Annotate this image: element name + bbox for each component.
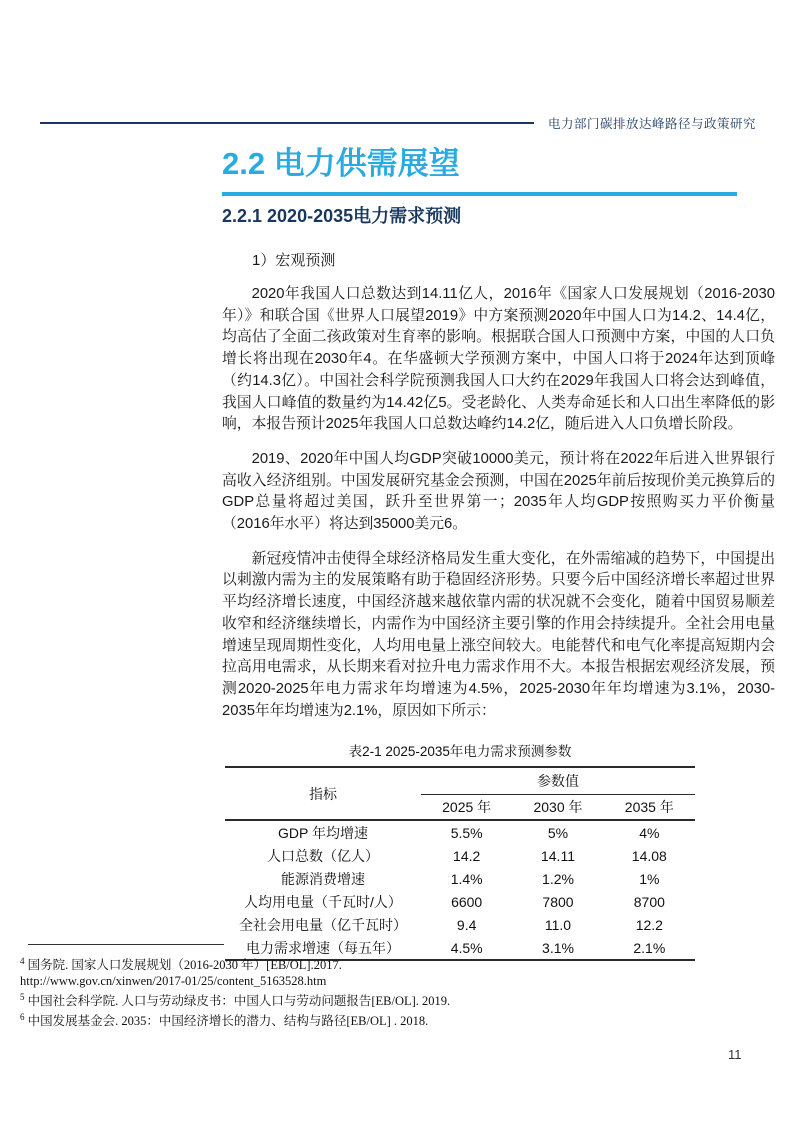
row-label: 人口总数（亿人） xyxy=(267,847,379,864)
table-row xyxy=(225,890,695,913)
list-heading: 1）宏观预测 xyxy=(252,252,336,269)
row-value: 6600 xyxy=(451,893,483,910)
section-subtitle: 2.2.1 2020-2035电力需求预测 xyxy=(222,206,462,226)
footnote-list xyxy=(20,953,620,1029)
row-label: 能源消费增速 xyxy=(281,870,365,887)
row-value: 5% xyxy=(547,824,569,841)
footnote-marker: 5 xyxy=(20,992,25,1003)
row-value: 1.2% xyxy=(542,870,574,887)
indicator-column-header: 指标 xyxy=(225,767,421,820)
row-value: 1% xyxy=(639,870,660,887)
row-value: 7800 xyxy=(542,893,574,910)
running-title: 电力部门碳排放达峰路径与政策研究 xyxy=(547,117,756,131)
footnote-line xyxy=(20,953,620,973)
row-value: 4% xyxy=(639,824,660,841)
footnote-text: 中国发展基金会. 2035：中国经济增长的潜力、结构与路径[EB/OL] . 2018. xyxy=(27,1014,429,1029)
row-value: 8700 xyxy=(633,893,665,910)
parameters-table xyxy=(225,766,695,961)
parameter-group-header: 参数值 xyxy=(421,767,695,795)
year-column-header: 2030 年 xyxy=(512,795,603,821)
row-value: 5.5% xyxy=(450,824,483,841)
paragraph-demand: 新冠疫情冲击使得全球经济格局发生重大变化，在外需缩减的趋势下，中国提出以刺激内需为主的发展策略有助于稳固经济形势。只要今后中国经济增长率超过世界平均经济增长速度，中国经济越来越依靠内需的状况就不会变化，随着中国贸易顺差收窄和经济继续增长，内需作为中国经济主要引擎的作用会持续提升。全社会用电量增速呈现周期性变化，人均用电量上涨空间较大。电能替代和电气化率提高短期内会拉高用电需求，从长期来看对拉升电力需求作用不大。本报告根据宏观经济发展，预测2020-2025年电力需求年均增速为4.5%，2025-2030年年均增速为3.1%，2030-2035年年均增速为2.1%，原因如下所示： xyxy=(222,550,775,719)
table-header-row xyxy=(225,767,695,795)
row-label: 人均用电量（千瓦时/人） xyxy=(244,893,402,910)
footnote-separator xyxy=(28,944,224,945)
section-title: 2.2 电力供需展望 xyxy=(222,145,737,196)
table-caption: 表2-1 2025-2035年电力需求预测参数 xyxy=(348,744,572,760)
row-value: 14.08 xyxy=(631,847,667,864)
footnote-text: http://www.gov.cn/xinwen/2017-01/25/content_5163528.htm xyxy=(20,974,327,989)
footnote-line xyxy=(20,989,620,1009)
footnote-text: 国务院. 国家人口发展规划（2016-2030 年）[EB/OL].2017. xyxy=(27,958,342,973)
year-column-header: 2025 年 xyxy=(421,795,512,821)
footnote-area xyxy=(20,944,620,1029)
demand-forecast-table xyxy=(225,740,695,961)
row-value: 2.1% xyxy=(633,939,666,956)
table-row xyxy=(225,867,695,890)
row-label: 全社会用电量（亿千瓦时） xyxy=(239,916,407,933)
row-value: 12.2 xyxy=(635,916,663,933)
content-column xyxy=(222,145,775,961)
row-value: 1.4% xyxy=(450,870,483,887)
row-value: 3.1% xyxy=(542,939,574,956)
row-value: 14.11 xyxy=(540,847,575,864)
row-label: GDP 年均增速 xyxy=(278,824,368,841)
row-value: 14.2 xyxy=(453,847,481,864)
footnote-text: 中国社会科学院. 人口与劳动绿皮书：中国人口与劳动问题报告[EB/OL]. 2019. xyxy=(27,994,451,1009)
year-column-header: 2035 年 xyxy=(604,795,695,821)
table-row xyxy=(225,913,695,936)
row-label: 电力需求增速（每五年） xyxy=(246,939,400,956)
row-value: 9.4 xyxy=(456,916,477,933)
header-rule xyxy=(40,122,534,124)
table-row xyxy=(225,820,695,844)
footnote-line xyxy=(20,1009,620,1029)
table-row xyxy=(225,844,695,867)
footnote-marker: 6 xyxy=(20,1012,25,1023)
row-value: 4.5% xyxy=(450,939,483,956)
footnote-marker: 4 xyxy=(20,956,25,966)
row-value: 11.0 xyxy=(544,916,572,933)
running-header xyxy=(40,114,756,132)
footnote-line xyxy=(20,973,620,989)
paragraph-population: 2020年我国人口总数达到14.11亿人，2016年《国家人口发展规划（2016-2030年）》和联合国《世界人口展望2019》中方案预测2020年中国人口为14.2、14.4亿，均高估了全面二孩政策对生育率的影响。根据联合国人口预测中方案，中国的人口负增长将出现在2030年4。在华盛顿大学预测方案中，中国人口将于2024年达到顶峰（约14.3亿）。中国社会科学院预测我国人口大约在2029年我国人口将会达到峰值，我国人口峰值的数量约为14.42亿5。受老龄化、人类寿命延长和人口出生率降低的影响，本报告预计2025年我国人口总数达峰约14.2亿，随后进入人口负增长阶段。 xyxy=(222,286,775,433)
page-number: 11 xyxy=(728,1047,742,1062)
paragraph-gdp: 2019、2020年中国人均GDP突破10000美元，预计将在2022年后进入世界银行高收入经济组别。中国发展研究基金会预测，中国在2025年前后按现价美元换算后的GDP总量将超过美国，跃升至世界第一；2035年人均GDP按照购买力平价衡量（2016年水平）将达到35000美元6。 xyxy=(222,450,775,533)
